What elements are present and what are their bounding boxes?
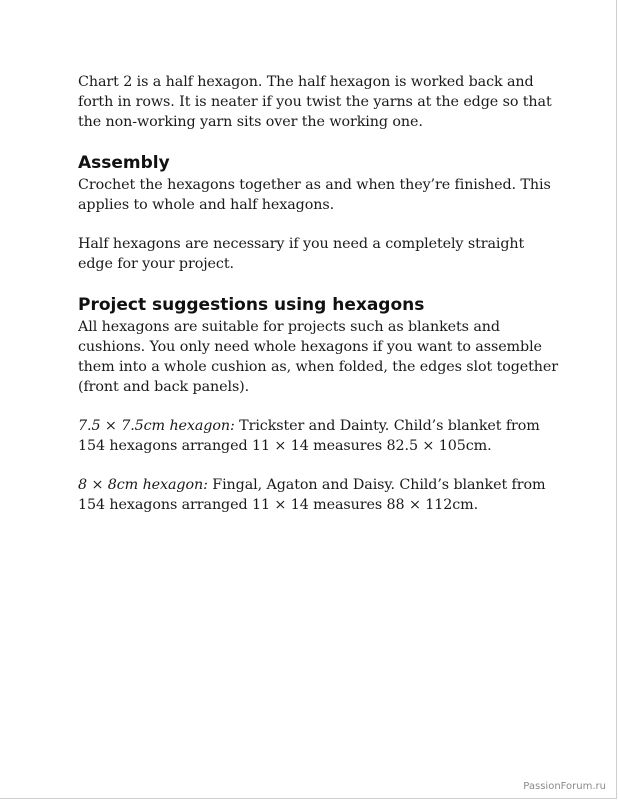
watermark: PassionForum.ru [523, 781, 606, 792]
document-body [78, 72, 558, 515]
assembly-heading: Assembly [78, 153, 170, 173]
assembly-paragraph-2: Half hexagons are necessary if you need a completely straight edge for your project. [78, 236, 525, 272]
hexagon-suggestion-1 [78, 416, 558, 456]
hexagon-suggestion-text-1: Trickster and Dainty. Child’s blanket from 154 hexagons arranged 11 × 14 measures 82.5 × 105cm. [78, 418, 540, 454]
hexagon-suggestion-2 [78, 475, 558, 515]
hexagon-size-label-2: 8 × 8cm hexagon: [78, 477, 208, 493]
assembly-paragraph-1: Crochet the hexagons together as and when they’re finished. This applies to whole and half hexagons. [78, 177, 551, 213]
hexagon-suggestion-text-2: Fingal, Agaton and Daisy. Child’s blanket from 154 hexagons arranged 11 × 14 measures 88 × 112cm. [78, 477, 546, 513]
suggestions-paragraph-1: All hexagons are suitable for projects such as blankets and cushions. You only need whole hexagons if you want to assemble them into a whole cushion as, when folded, the edges slot together (front and back panels). [78, 319, 559, 395]
intro-paragraph: Chart 2 is a half hexagon. The half hexagon is worked back and forth in rows. It is neater if you twist the yarns at the edge so that the non-working yarn sits over the working one. [78, 74, 552, 130]
suggestions-heading: Project suggestions using hexagons [78, 295, 425, 315]
hexagon-size-label-1: 7.5 × 7.5cm hexagon: [78, 418, 235, 434]
